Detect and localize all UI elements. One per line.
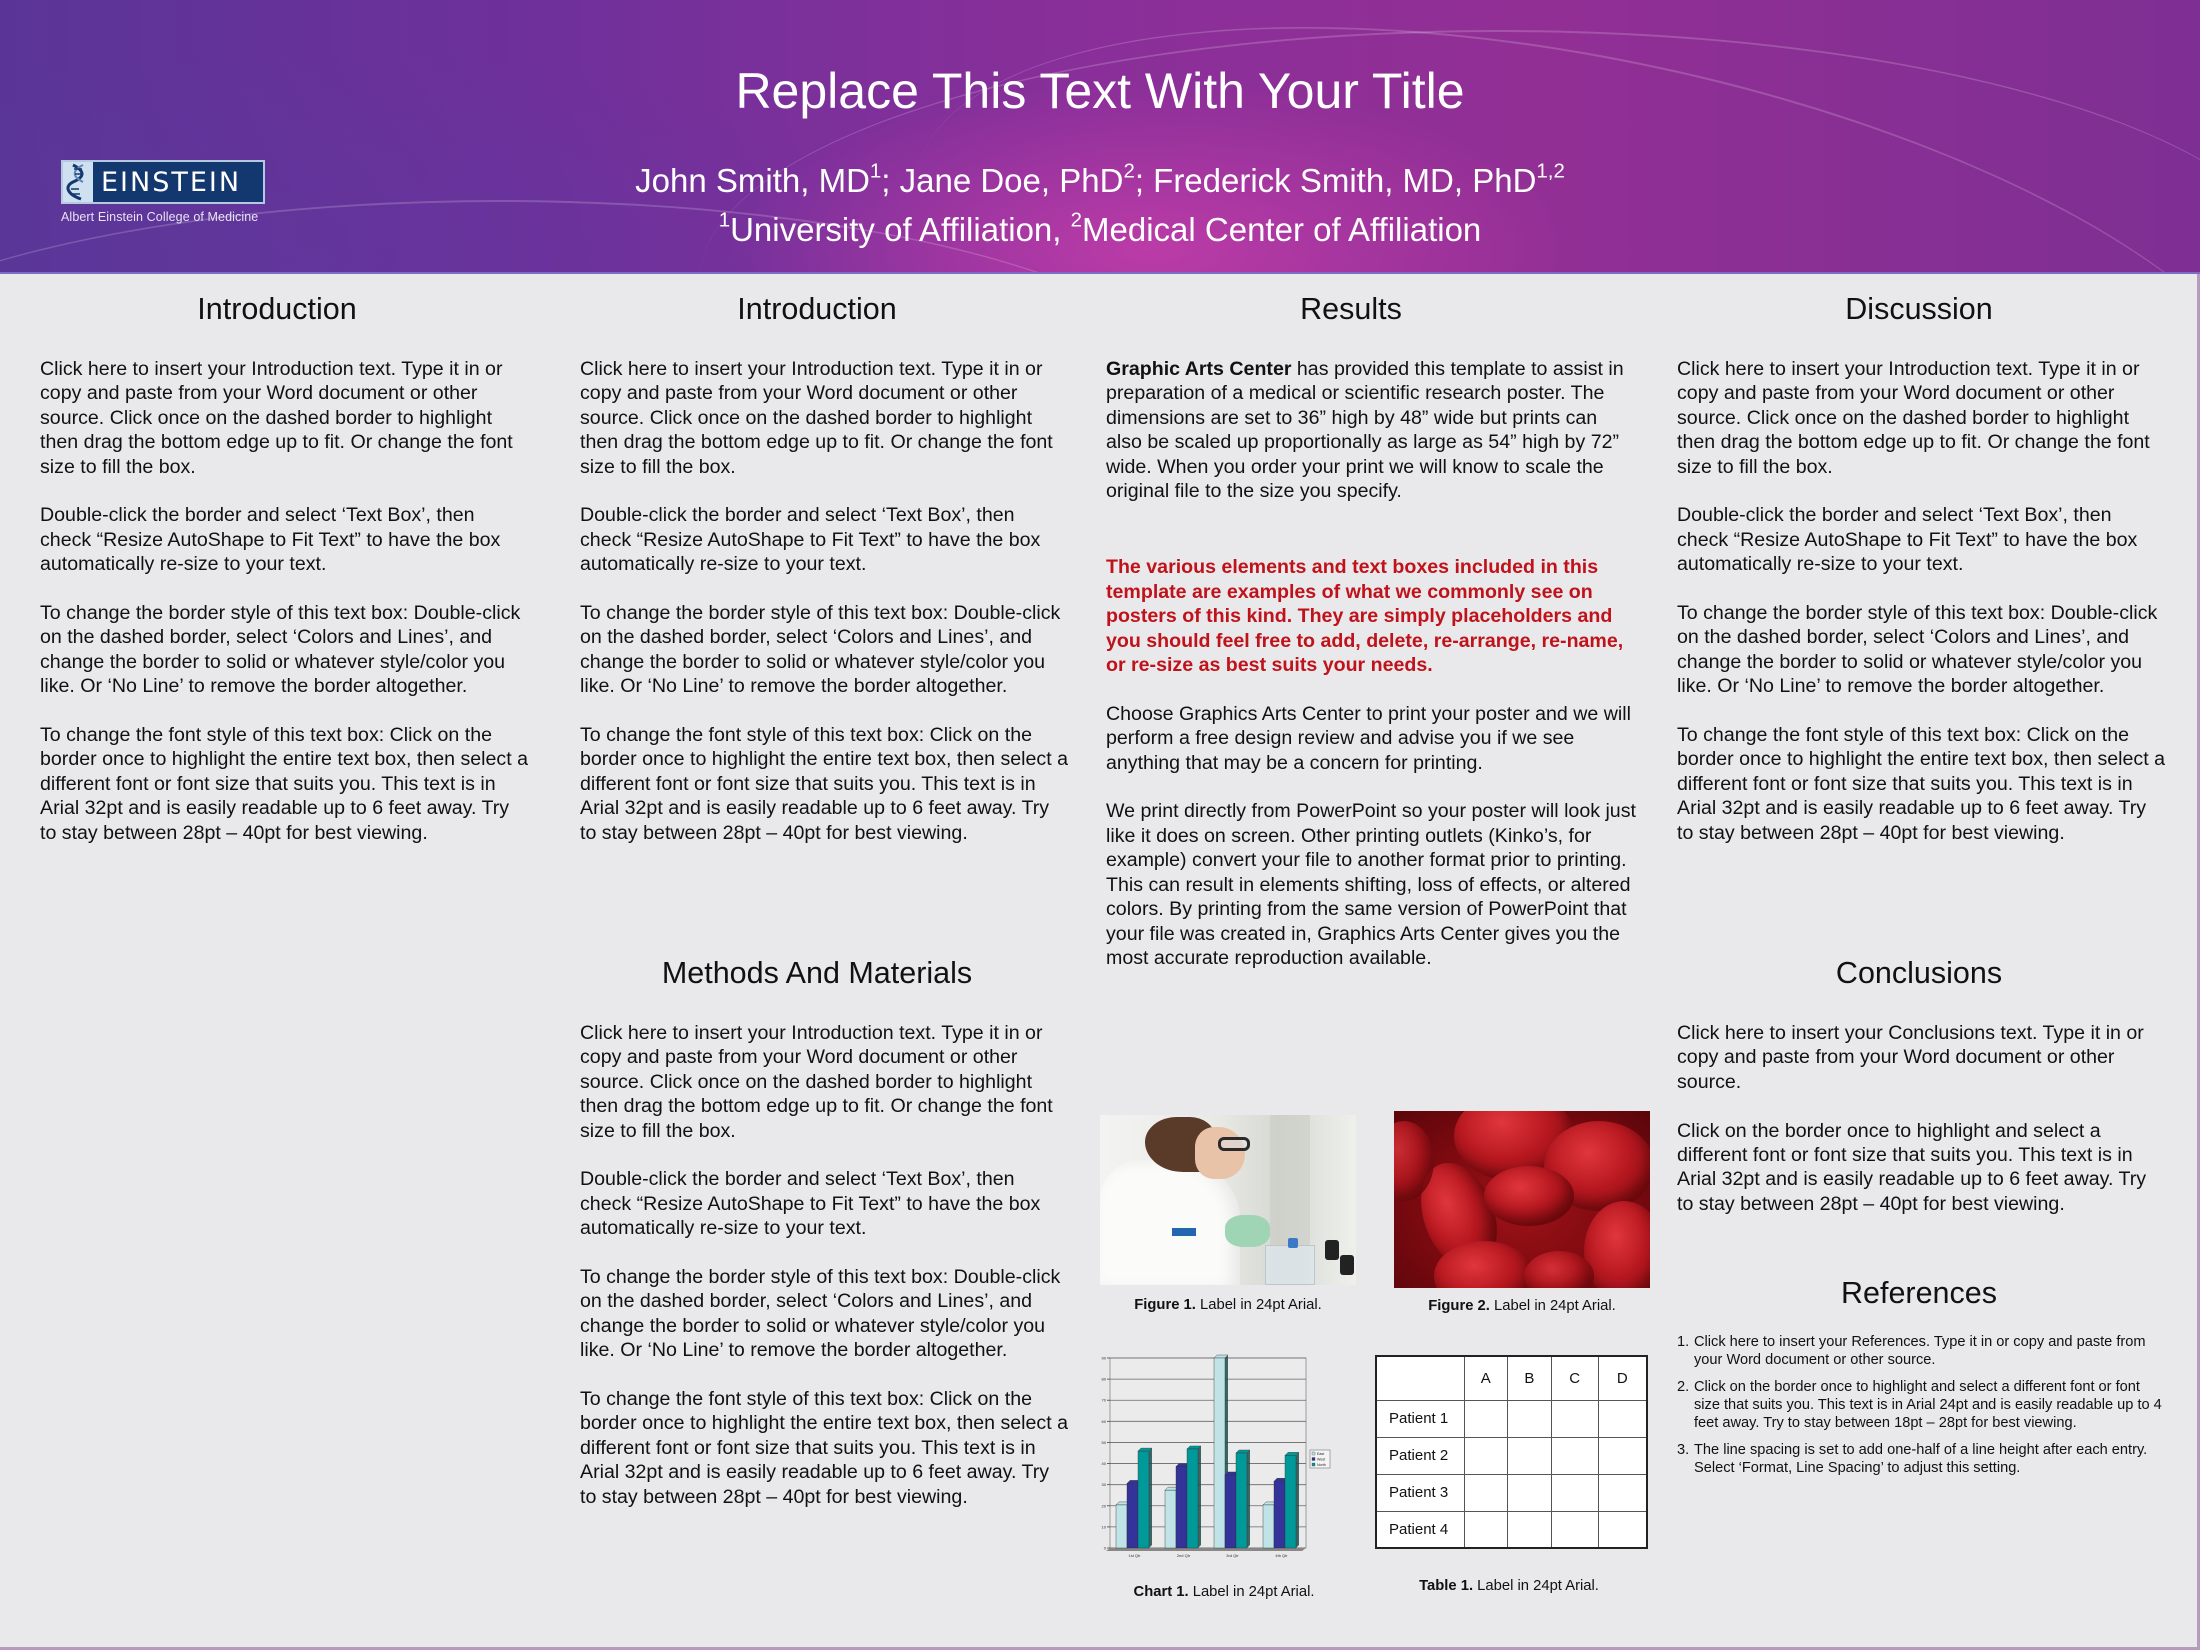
table-header-cell: B (1508, 1356, 1552, 1400)
section-heading: Methods And Materials (661, 956, 973, 990)
section-heading: Introduction (737, 292, 897, 326)
reference-item (1677, 1378, 2167, 1432)
row-label: Patient 4 (1376, 1511, 1464, 1548)
paragraph: To change the font style of this text box: Click on the border once to highlight the entire text box, then select a different font or font size that suits you. This text is in Arial 32pt and is easily readable up to 6 feet away. Try to stay between 28pt – 40pt for best viewing. (40, 724, 528, 844)
paragraph: Double-click the border and select ‘Text Box’, then check “Resize AutoShape to Fit Text” to have the box automatically re-size to your text. (1677, 504, 2138, 576)
svg-text:70: 70 (1101, 1397, 1106, 1403)
table-cell[interactable] (1464, 1511, 1508, 1548)
table-header-cell: A (1464, 1356, 1508, 1400)
svg-text:East: East (1317, 1452, 1325, 1456)
table-row (1376, 1437, 1647, 1474)
paragraph: To change the border style of this text box: Double-click on the dashed border, select ‘Colors and Lines’, and change the border to solid or whatever style/color you like. Or ‘No Line’ to remove the border altogether. (580, 602, 1061, 698)
paragraph: Click here to insert your Introduction text. Type it in or copy and paste from your Word document or other source. Click once on the dashed border to highlight then drag the bottom edge up to fit. Or change the font size to fill the box. (40, 358, 513, 478)
chart-caption (1096, 1584, 1352, 1600)
table-cell[interactable] (1464, 1400, 1508, 1437)
paragraph: To change the font style of this text box: Click on the border once to highlight the entire text box, then select a different font or font size that suits you. This text is in Arial 32pt and is easily readable up to 6 feet away. Try to stay between 28pt – 40pt for best viewing. (580, 724, 1068, 844)
table-cell[interactable] (1508, 1511, 1552, 1548)
paragraph: To change the border style of this text box: Double-click on the dashed border, select ‘Colors and Lines’, and change the border to solid or whatever style/color you like. Or ‘No Line’ to remove the border altogether. (1677, 602, 2158, 698)
caption-label: Chart 1. (1133, 1584, 1189, 1600)
caption-label: Figure 2. (1428, 1298, 1490, 1314)
paragraph-text: has provided this template to assist in preparation of a medical or scientific research poster. The dimensions are set to 36” high by 48” wide but prints can also be scaled up proportionally as large as 54” high by 72” wide. When you order your print we will know to scale the original file to the size you specify. (1106, 358, 1624, 503)
paragraph (1106, 357, 1636, 503)
table-cell[interactable] (1598, 1474, 1647, 1511)
reference-text: Click here to insert your References. Type it in or copy and paste from your Word document or other source. (1694, 1334, 2146, 1368)
svg-text:10: 10 (1101, 1524, 1106, 1530)
row-label: Patient 1 (1376, 1400, 1464, 1437)
author-separator: ; (881, 162, 900, 199)
bar-chart (1096, 1352, 1352, 1560)
introduction-section-col1[interactable] (40, 292, 530, 845)
affiliation-name: Medical Center of Affiliation (1082, 211, 1482, 248)
svg-text:3rd Qtr: 3rd Qtr (1226, 1553, 1239, 1558)
affiliation-name: University of Affiliation (730, 211, 1053, 248)
table-cell[interactable] (1464, 1474, 1508, 1511)
reference-text: Click on the border once to highlight and select a different font or font size that suits you. This text is in Arial 24pt and is easily readable up to 4 feet away. Try to stay between 18pt – 28pt for best viewing. (1694, 1379, 2162, 1431)
section-body[interactable] (580, 357, 1070, 845)
table-1[interactable] (1375, 1355, 1649, 1594)
author-affiliation-sup: 2 (1123, 159, 1135, 183)
title-banner (0, 0, 2200, 274)
reference-item (1677, 1441, 2167, 1477)
table-header-cell (1376, 1356, 1464, 1400)
table-cell[interactable] (1598, 1400, 1647, 1437)
svg-text:40: 40 (1101, 1461, 1106, 1467)
table-header-row (1376, 1356, 1647, 1400)
table-cell[interactable] (1551, 1437, 1598, 1474)
section-heading: Introduction (197, 292, 357, 326)
table-row (1376, 1400, 1647, 1437)
paragraph: Click on the border once to highlight and select a different font or font size that suits you. This text is in Arial 32pt and is easily readable up to 6 feet away. Try to stay between 28pt – 40pt for best viewing. (1677, 1119, 2147, 1215)
introduction-section-col2[interactable] (580, 292, 1070, 845)
paragraph: Choose Graphics Arts Center to print your poster and we will perform a free design review and advise you if we see anything that may be a concern for printing. (1106, 702, 1631, 774)
svg-text:90: 90 (1101, 1355, 1106, 1361)
table-caption (1369, 1578, 1649, 1594)
row-label: Patient 3 (1376, 1474, 1464, 1511)
caption-label: Figure 1. (1134, 1297, 1196, 1313)
paragraph: Double-click the border and select ‘Text Box’, then check “Resize AutoShape to Fit Text” to have the box automatically re-size to your text. (580, 1168, 1041, 1240)
svg-text:2nd Qtr: 2nd Qtr (1176, 1553, 1191, 1558)
section-body[interactable] (580, 1021, 1070, 1509)
paragraph: To change the font style of this text box: Click on the border once to highlight the entire text box, then select a different font or font size that suits you. This text is in Arial 32pt and is easily readable up to 6 feet away. Try to stay between 28pt – 40pt for best viewing. (1677, 724, 2165, 844)
table-cell[interactable] (1508, 1474, 1552, 1511)
lab-scientist-photo (1100, 1115, 1356, 1285)
results-section[interactable] (1106, 292, 1636, 970)
affiliation-separator: , (1052, 211, 1071, 248)
section-heading: Conclusions (1835, 956, 2003, 990)
red-blood-cells-image (1394, 1111, 1650, 1288)
section-body[interactable] (1677, 357, 2167, 845)
affiliation-sup: 1 (718, 208, 731, 232)
patient-table (1375, 1355, 1648, 1549)
author-name: Jane Doe, PhD (899, 162, 1124, 199)
references-list[interactable] (1677, 1333, 2167, 1477)
svg-text:50: 50 (1101, 1439, 1106, 1445)
author-affiliation-sup: 1 (869, 159, 882, 183)
figure-caption (1394, 1298, 1650, 1314)
conclusions-section[interactable] (1677, 956, 2167, 1216)
svg-text:4th Qtr: 4th Qtr (1275, 1553, 1288, 1558)
author-line[interactable] (0, 159, 2200, 200)
highlighted-paragraph: The various elements and text boxes included in this template are examples of what we commonly see on posters of this kind. They are simply placeholders and you should feel free to add, delete, re-arrange, re-name, or re-size as best suits your needs. (1106, 556, 1624, 677)
reference-number: 1. (1677, 1334, 1690, 1350)
table-cell[interactable] (1551, 1400, 1598, 1437)
paragraph: To change the border style of this text box: Double-click on the dashed border, select ‘Colors and Lines’, and change the border to solid or whatever style/color you like. Or ‘No Line’ to remove the border altogether. (580, 1266, 1061, 1362)
reference-number: 2. (1677, 1379, 1690, 1395)
paragraph: Click here to insert your Introduction text. Type it in or copy and paste from your Word document or other source. Click once on the dashed border to highlight then drag the bottom edge up to fit. Or change the font size to fill the box. (580, 358, 1053, 478)
table-header-cell: D (1598, 1356, 1647, 1400)
references-section[interactable] (1677, 1276, 2167, 1486)
svg-text:30: 30 (1101, 1482, 1106, 1488)
paragraph: To change the border style of this text box: Double-click on the dashed border, select ‘Colors and Lines’, and change the border to solid or whatever style/color you like. Or ‘No Line’ to remove the border altogether. (40, 602, 521, 698)
caption-label: Table 1. (1419, 1578, 1474, 1594)
svg-text:20: 20 (1101, 1503, 1106, 1509)
methods-section[interactable] (580, 956, 1070, 1509)
caption-text: Label in 24pt Arial. (1473, 1578, 1599, 1594)
table-cell[interactable] (1598, 1437, 1647, 1474)
svg-text:80: 80 (1101, 1376, 1106, 1382)
author-name: John Smith, MD (635, 162, 870, 199)
table-row (1376, 1511, 1647, 1548)
paragraph: We print directly from PowerPoint so your poster will look just like it does on screen. Other printing outlets (Kinko’s, for example) convert your file to another format prior to printing. This can result in elements shifting, loss of effects, or altered colors. By printing from the same version of PowerPoint that your file was created in, Graphics Arts Center gives you the most accurate reproduction available. (1106, 800, 1636, 969)
svg-text:0: 0 (1103, 1545, 1106, 1551)
reference-item (1677, 1333, 2167, 1369)
section-body[interactable] (40, 357, 530, 845)
svg-text:North: North (1317, 1463, 1326, 1467)
section-heading: Results (1300, 292, 1402, 326)
table-cell[interactable] (1464, 1437, 1508, 1474)
discussion-section[interactable] (1677, 292, 2167, 845)
table-cell[interactable] (1551, 1474, 1598, 1511)
reference-number: 3. (1677, 1442, 1690, 1458)
figure-2[interactable] (1394, 1111, 1650, 1314)
section-heading: References (1841, 1276, 1997, 1310)
poster-title[interactable]: Replace This Text With Your Title (735, 63, 1465, 119)
paragraph: Double-click the border and select ‘Text Box’, then check “Resize AutoShape to Fit Text” to have the box automatically re-size to your text. (40, 504, 501, 576)
paragraph: Click here to insert your Introduction text. Type it in or copy and paste from your Word document or other source. Click once on the dashed border to highlight then drag the bottom edge up to fit. Or change the font size to fill the box. (1677, 358, 2150, 478)
paragraph: To change the font style of this text box: Click on the border once to highlight the entire text box, then select a different font or font size that suits you. This text is in Arial 32pt and is easily readable up to 6 feet away. Try to stay between 28pt – 40pt for best viewing. (580, 1388, 1068, 1508)
paragraph: Click here to insert your Introduction text. Type it in or copy and paste from your Word document or other source. Click once on the dashed border to highlight then drag the bottom edge up to fit. Or change the font size to fill the box. (580, 1022, 1053, 1142)
table-header-cell: C (1551, 1356, 1598, 1400)
table-cell[interactable] (1508, 1400, 1552, 1437)
chart-1[interactable] (1096, 1352, 1352, 1600)
table-cell[interactable] (1508, 1437, 1552, 1474)
affiliation-line[interactable] (0, 208, 2200, 249)
section-body[interactable] (1106, 357, 1636, 970)
author-separator: ; (1134, 162, 1154, 199)
figure-caption (1100, 1297, 1356, 1313)
caption-text: Label in 24pt Arial. (1489, 1298, 1616, 1314)
svg-text:60: 60 (1101, 1418, 1106, 1424)
caption-text: Label in 24pt Arial. (1188, 1584, 1315, 1600)
paragraph: Double-click the border and select ‘Text Box’, then check “Resize AutoShape to Fit Text” to have the box automatically re-size to your text. (580, 504, 1041, 576)
svg-text:West: West (1317, 1457, 1326, 1462)
table-row (1376, 1474, 1647, 1511)
svg-text:1st Qtr: 1st Qtr (1128, 1553, 1141, 1558)
reference-text: The line spacing is set to add one-half of a line height after each entry. Select ‘Format, Line Spacing’ to adjust this setting. (1694, 1442, 2148, 1476)
section-body[interactable] (1677, 1021, 2167, 1216)
affiliation-sup: 2 (1070, 208, 1082, 232)
figure-1[interactable] (1100, 1115, 1356, 1313)
author-name: Frederick Smith, MD, PhD (1153, 162, 1537, 199)
organization-name: Graphic Arts Center (1106, 358, 1292, 380)
section-heading: Discussion (1845, 292, 1993, 326)
author-affiliation-sup: 1,2 (1536, 159, 1565, 183)
table-cell[interactable] (1551, 1511, 1598, 1548)
caption-text: Label in 24pt Arial. (1195, 1297, 1322, 1313)
table-cell[interactable] (1598, 1511, 1647, 1548)
row-label: Patient 2 (1376, 1437, 1464, 1474)
logo-wordmark: EINSTEIN (101, 166, 242, 198)
paragraph: Click here to insert your Conclusions text. Type it in or copy and paste from your Word document or other source. (1677, 1022, 2144, 1093)
logo-subtitle: Albert Einstein College of Medicine (61, 210, 259, 224)
